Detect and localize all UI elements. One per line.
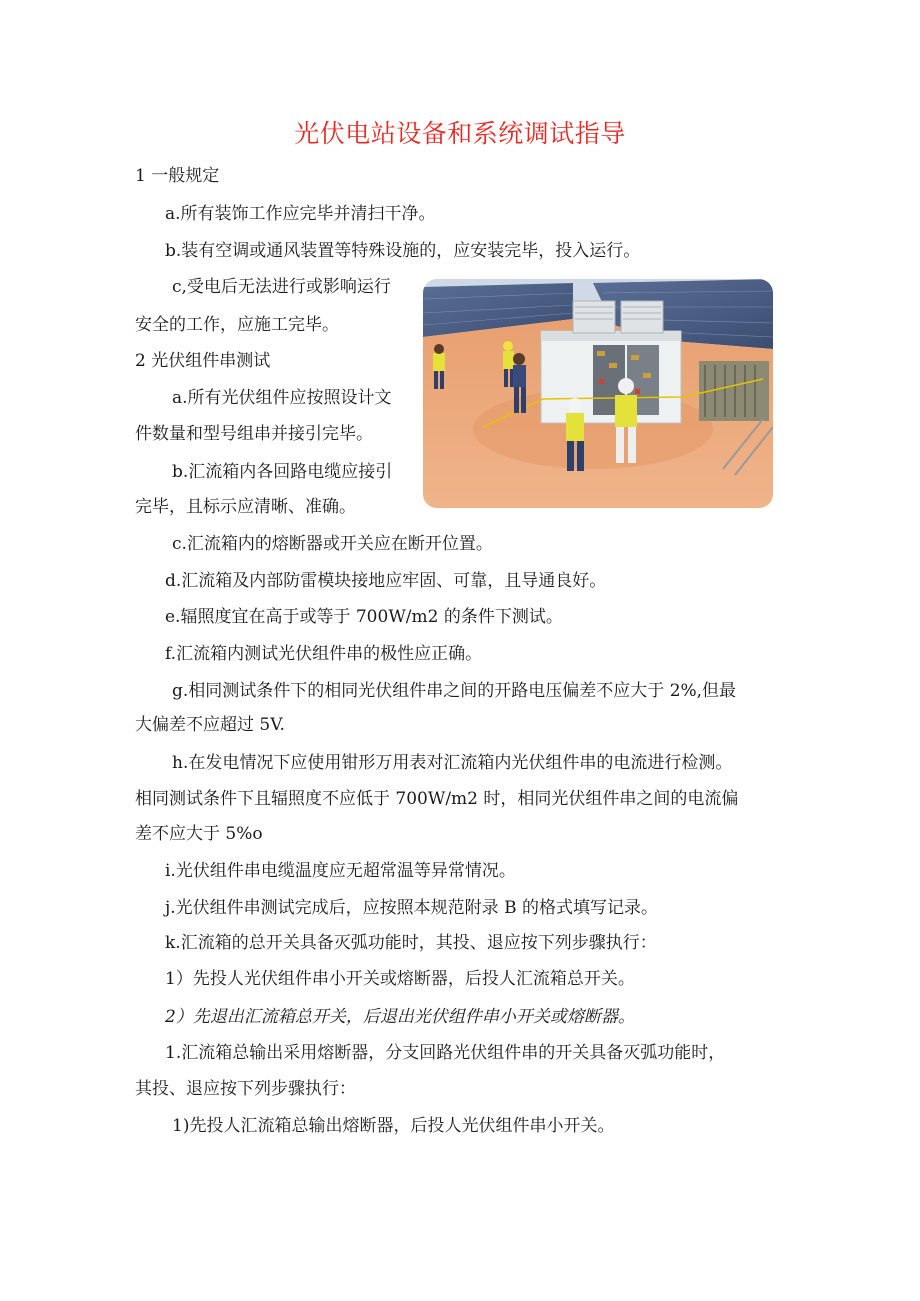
section-heading: 2 光伏组件串测试: [135, 351, 271, 371]
paragraph-line: k.汇流箱的总开关具备灭弧功能时，其投、退应按下列步骤执行：: [165, 933, 657, 953]
document-title: 光伏电站设备和系统调试指导: [294, 119, 626, 148]
paragraph-line: f.汇流箱内测试光伏组件串的极性应正确。: [165, 644, 483, 664]
paragraph-line: e.辐照度宜在高于或等于 700W/m2 的条件下测试。: [165, 607, 563, 627]
paragraph-line: 1)先投人汇流箱总输出熔断器，后投人光伏组件串小开关。: [172, 1116, 615, 1136]
paragraph-line: 差不应大于 5%o: [135, 824, 263, 844]
solar-site-photo: [423, 279, 773, 508]
paragraph-line: 相同测试条件下且辐照度不应低于 700W/m2 时，相同光伏组件串之间的电流偏: [135, 789, 739, 809]
paragraph-line: a.所有光伏组件应按照设计文: [172, 388, 392, 408]
paragraph-line: a.所有装饰工作应完毕并清扫干净。: [165, 204, 436, 224]
paragraph-line: i.光伏组件串电缆温度应无超常温等异常情况。: [165, 861, 516, 881]
paragraph-line: d.汇流箱及内部防雷模块接地应牢固、可靠，且导通良好。: [165, 571, 607, 591]
paragraph-line: 1.汇流箱总输出采用熔断器，分支回路光伏组件串的开关具备灭弧功能时，: [165, 1043, 726, 1063]
paragraph-line: 其投、退应按下列步骤执行：: [135, 1079, 356, 1099]
paragraph-line: 大偏差不应超过 5V.: [135, 715, 285, 735]
paragraph-line: 2）先退出汇流箱总开关，后退出光伏组件串小开关或熔断器。: [165, 1007, 635, 1027]
paragraph-line: c.汇流箱内的熔断器或开关应在断开位置。: [172, 534, 493, 554]
paragraph-line: 完毕，且标示应清晰、准确。: [135, 497, 356, 517]
paragraph-line: j.光伏组件串测试完成后，应按照本规范附录 B 的格式填写记录。: [165, 898, 658, 918]
section-heading: 1 一般规定: [135, 166, 220, 186]
paragraph-line: 安全的工作，应施工完毕。: [135, 315, 339, 335]
paragraph-line: 件数量和型号组串并接引完毕。: [135, 424, 373, 444]
paragraph-line: b.装有空调或通风装置等特殊设施的，应安装完毕，投入运行。: [165, 241, 641, 261]
paragraph-line: b.汇流箱内各回路电缆应接引: [172, 462, 393, 482]
paragraph-line: g.相同测试条件下的相同光伏组件串之间的开路电压偏差不应大于 2%,但最: [172, 681, 737, 701]
paragraph-line: c,受电后无法进行或影响运行: [172, 277, 391, 297]
paragraph-line: 1）先投人光伏组件串小开关或熔断器，后投人汇流箱总开关。: [165, 969, 635, 989]
paragraph-line: h.在发电情况下应使用钳形万用表对汇流箱内光伏组件串的电流进行检测。: [172, 753, 733, 773]
